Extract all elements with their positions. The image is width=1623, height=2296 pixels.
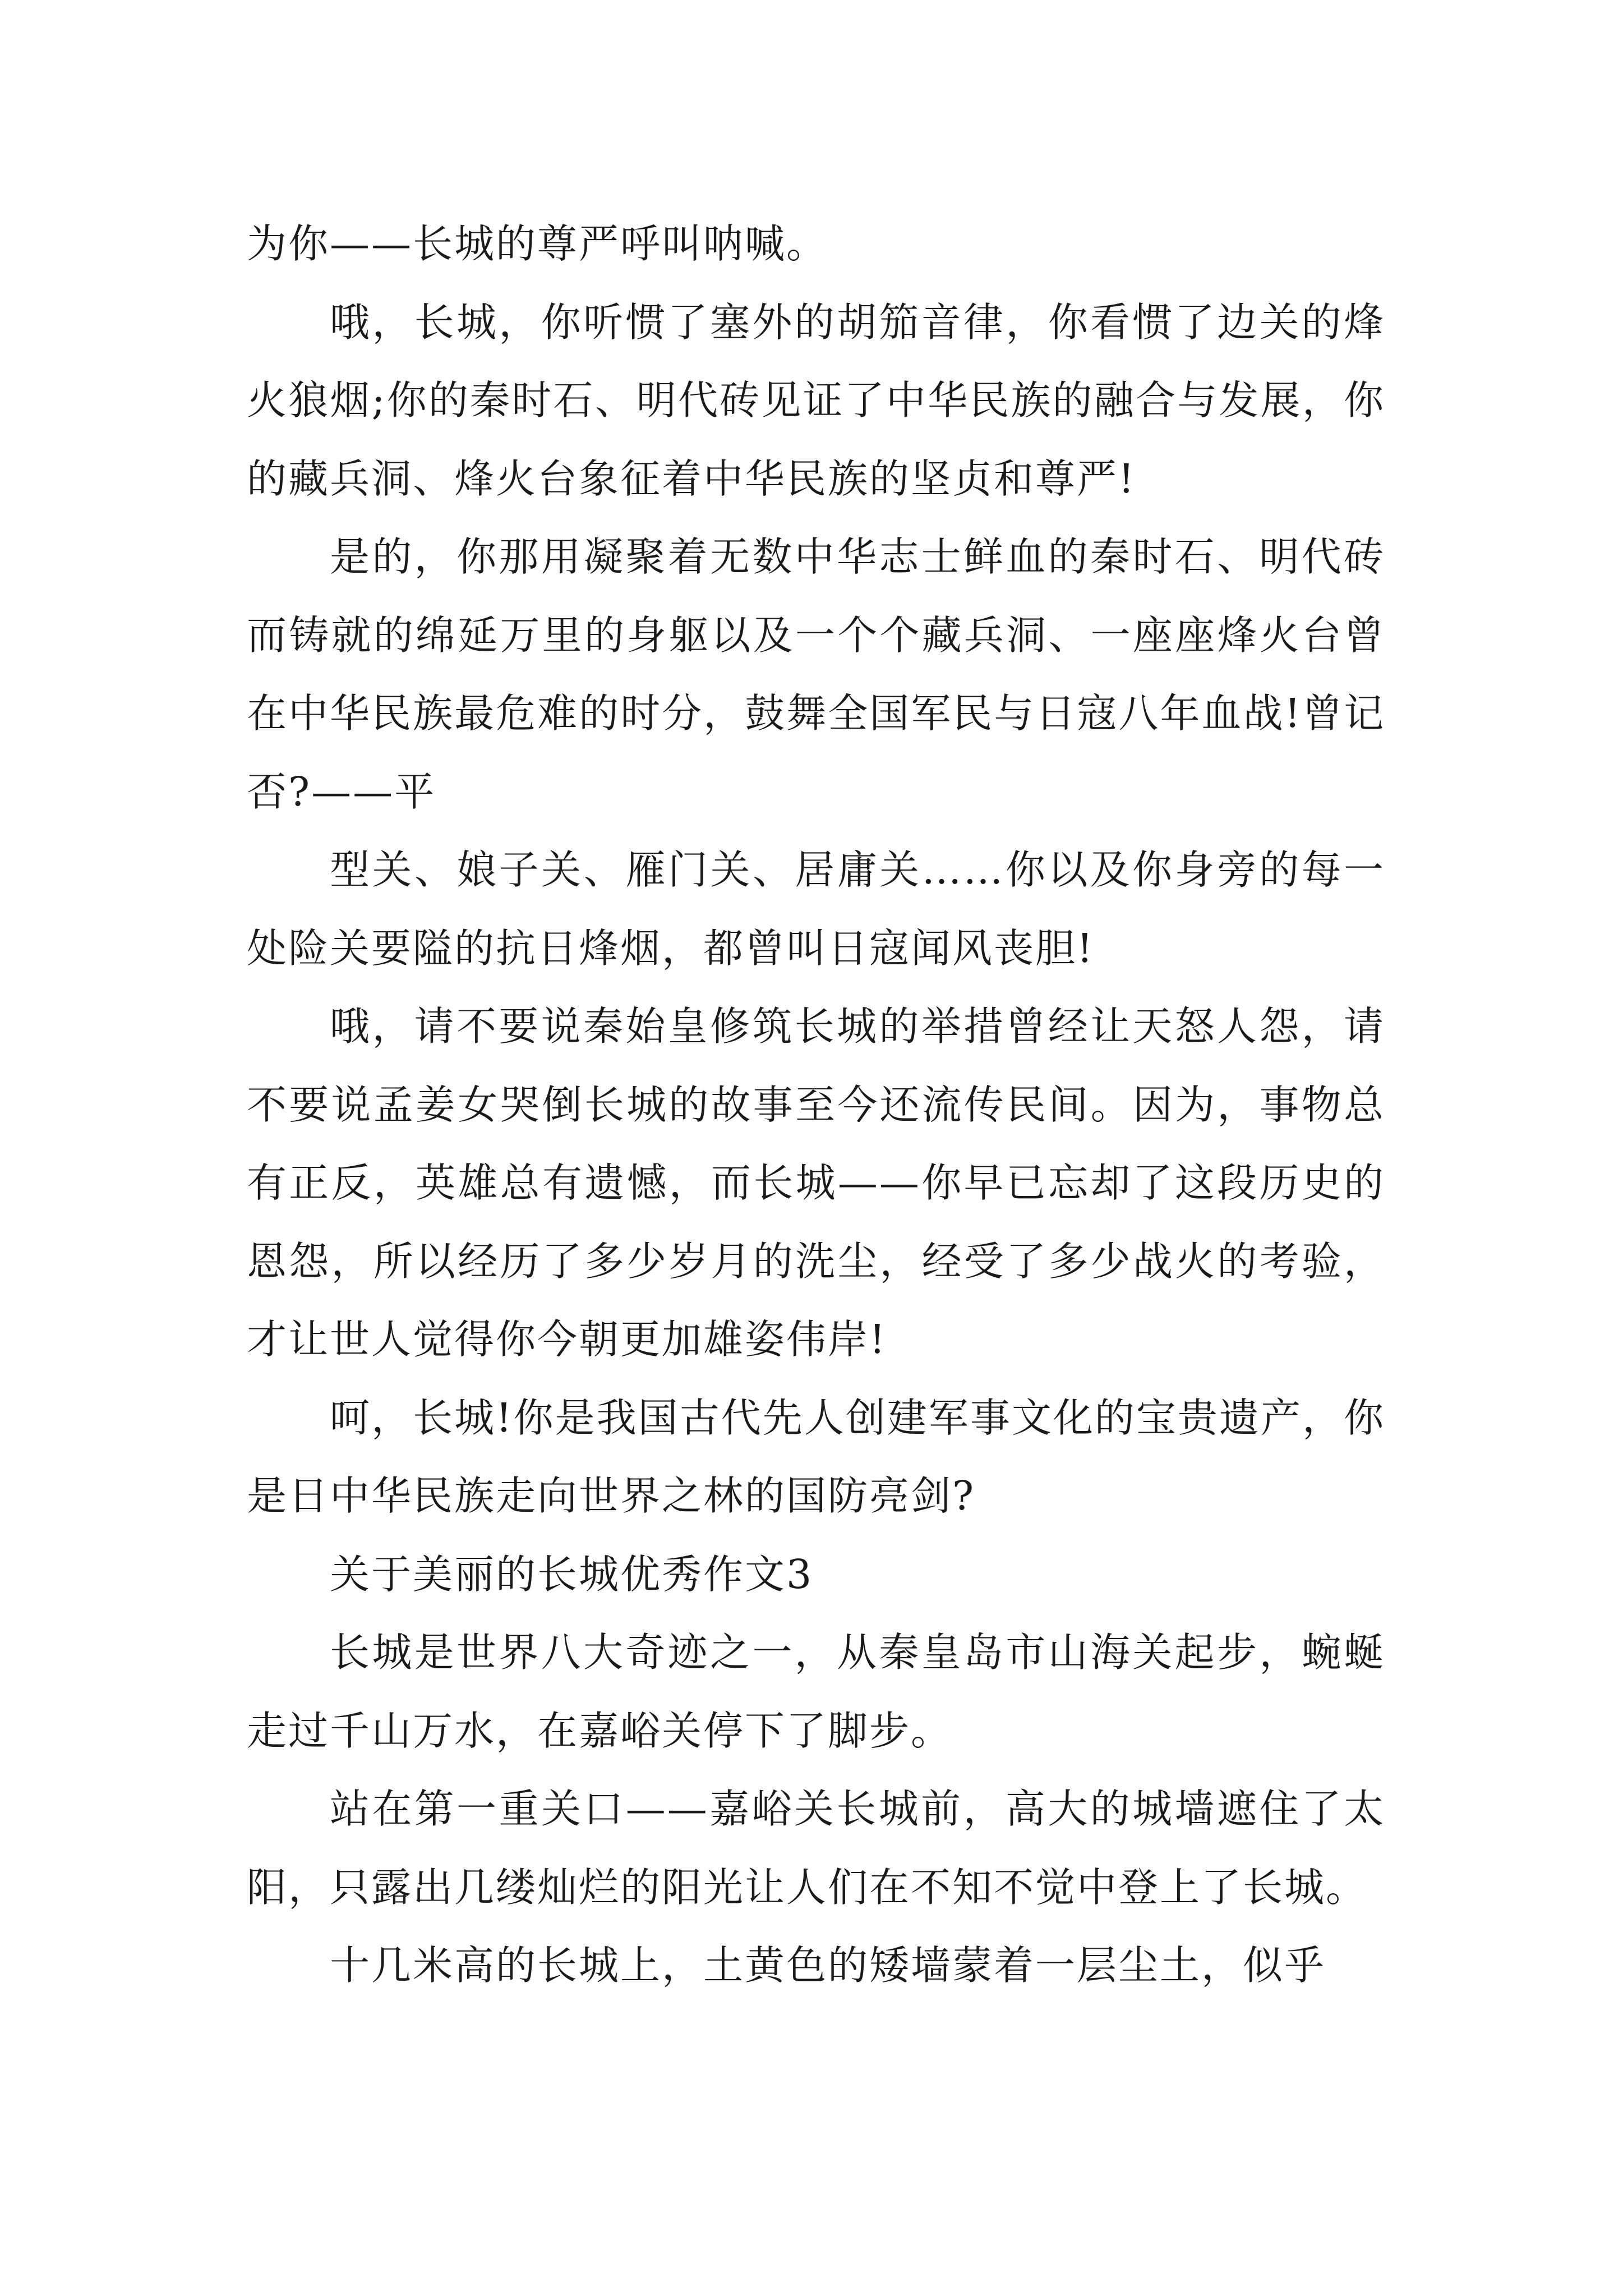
- paragraph-7: 长城是世界八大奇迹之一，从秦皇岛市山海关起步，蜿蜒走过千山万水，在嘉峪关停下了脚步。: [247, 1629, 1385, 1754]
- paragraph-4: 型关、娘子关、雁门关、居庸关……你以及你身旁的每一处险关要隘的抗日烽烟，都曾叫日寇闻风丧胆!: [247, 846, 1385, 972]
- paragraph-5: 哦，请不要说秦始皇修筑长城的举措曾经让天怒人怨，请不要说孟姜女哭倒长城的故事至今还流传民间。因为，事物总有正反，英雄总有遗憾，而长城——你早已忘却了这段历史的恩怨，所以经历了多少岁月的洗尘，经受了多少战火的考验，才让世人觉得你今朝更加雄姿伟岸!: [247, 1003, 1385, 1363]
- section-heading: 关于美丽的长城优秀作文3: [330, 1550, 814, 1598]
- document-body: [247, 205, 1385, 2005]
- paragraph-6: 呵，长城!你是我国古代先人创建军事文化的宝贵遗产，你是日中华民族走向世界之林的国防亮剑?: [247, 1394, 1385, 1519]
- paragraph-9: 十几米高的长城上，土黄色的矮墙蒙着一层尘土，似乎: [330, 1942, 1326, 1989]
- paragraph-3: 是的，你那用凝聚着无数中华志士鲜血的秦时石、明代砖而铸就的绵延万里的身躯以及一个个藏兵洞、一座座烽火台曾在中华民族最危难的时分，鼓舞全国军民与日寇八年血战!曾记否?——平: [247, 533, 1385, 815]
- paragraph-2: 哦，长城，你听惯了塞外的胡笳音律，你看惯了边关的烽火狼烟;你的秦时石、明代砖见证了中华民族的融合与发展，你的藏兵洞、烽火台象征着中华民族的坚贞和尊严!: [247, 298, 1385, 502]
- paragraph-8: 站在第一重关口——嘉峪关长城前，高大的城墙遮住了太阳，只露出几缕灿烂的阳光让人们在不知不觉中登上了长城。: [247, 1786, 1385, 1911]
- paragraph-1: 为你——长城的尊严呼叫呐喊。: [247, 220, 828, 267]
